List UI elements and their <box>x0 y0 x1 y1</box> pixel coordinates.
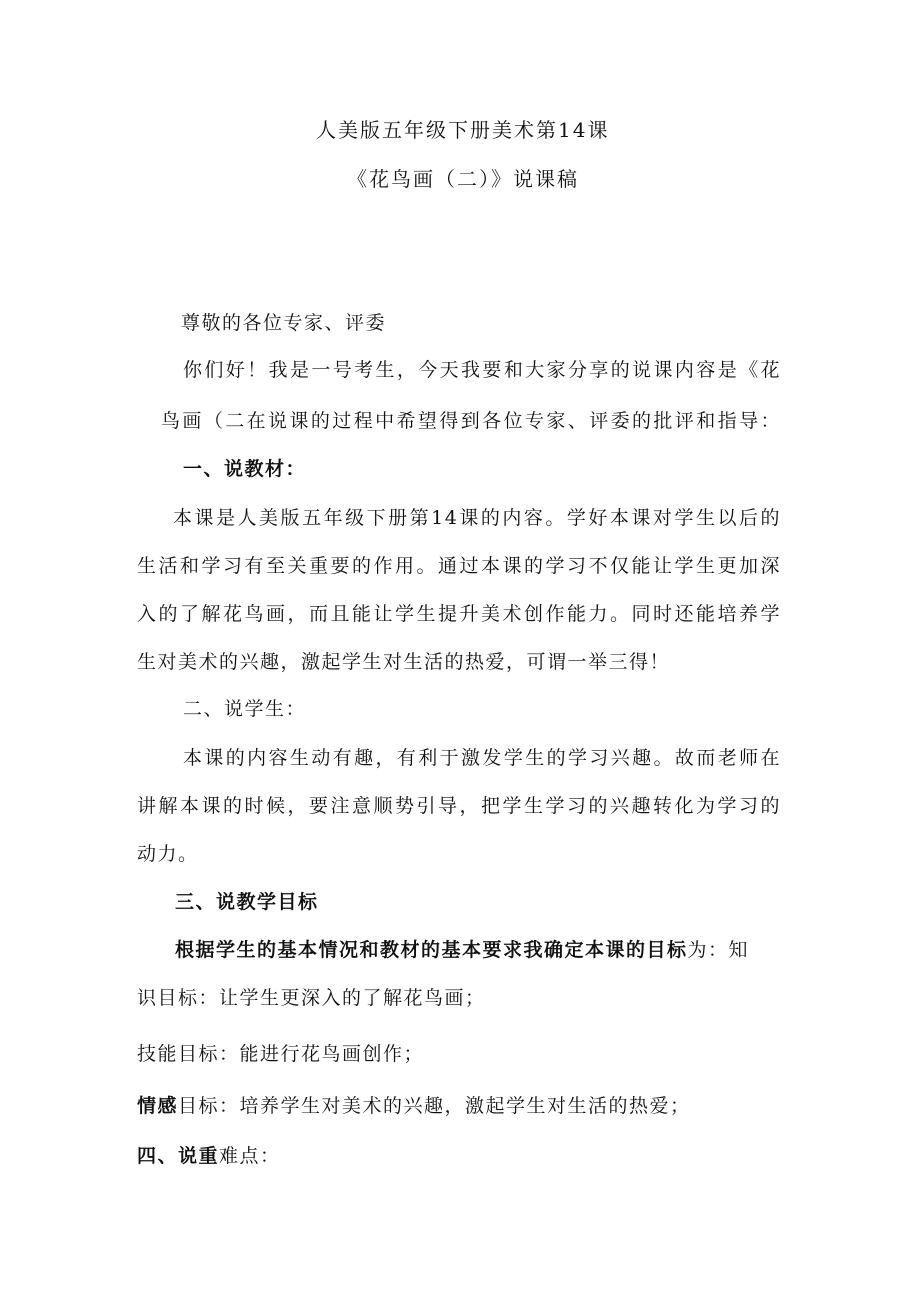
section4-heading-rest: 难点： <box>219 1145 281 1167</box>
emotion-goal-label: 情感 <box>137 1095 179 1117</box>
section3-intro <box>175 937 749 963</box>
section1-line-4: 生对美术的兴趣，激起学生对生活的热爱，可谓一举三得！ <box>137 651 671 673</box>
skill-goal: 技能目标：能进行花鸟画创作； <box>137 1043 425 1065</box>
emotion-goal <box>137 1093 691 1119</box>
intro-line-2: 鸟画（二在说课的过程中希望得到各位专家、评委的批评和指导： <box>161 410 781 432</box>
section1-line-1: 本课是人美版五年级下册第14课的内容。学好本课对学生以后的 <box>173 507 781 529</box>
section1-line-2: 生活和学习有至关重要的作用。通过本课的学习不仅能让学生更加深 <box>137 555 781 577</box>
greeting: 尊敬的各位专家、评委 <box>181 312 387 334</box>
section4-heading-bold: 四、说重 <box>137 1145 220 1167</box>
title-line-2: 《花鸟画（二）》说课稿 <box>347 167 579 191</box>
section2-line-1: 本课的内容生动有趣，有利于激发学生的学习兴趣。故而老师在 <box>183 747 781 769</box>
section1-line-3: 入的了解花鸟画，而且能让学生提升美术创作能力。同时还能培养学 <box>137 603 781 625</box>
section2-line-3: 动力。 <box>137 843 199 865</box>
section3-intro-bold: 根据学生的基本情况和教材的基本要求我确定本课的目标 <box>175 939 688 961</box>
section1-heading: 一、说教材： <box>183 458 307 480</box>
section2-heading: 二、说学生： <box>183 698 307 720</box>
section3-knowledge: 识目标：让学生更深入的了解花鸟画； <box>137 987 486 1009</box>
section3-heading: 三、说教学目标 <box>175 891 319 913</box>
emotion-goal-text: 目标：培养学生对美术的兴趣，激起学生对生活的热爱； <box>178 1095 691 1117</box>
section3-intro-rest: 为：知 <box>687 939 750 961</box>
title-line-1: 人美版五年级下册美术第14课 <box>316 118 610 142</box>
section4-heading <box>137 1143 281 1169</box>
intro-line-1: 你们好！我是一号考生，今天我要和大家分享的说课内容是《花 <box>183 359 781 381</box>
section2-line-2: 讲解本课的时候，要注意顺势引导，把学生学习的兴趣转化为学习的 <box>137 795 781 817</box>
